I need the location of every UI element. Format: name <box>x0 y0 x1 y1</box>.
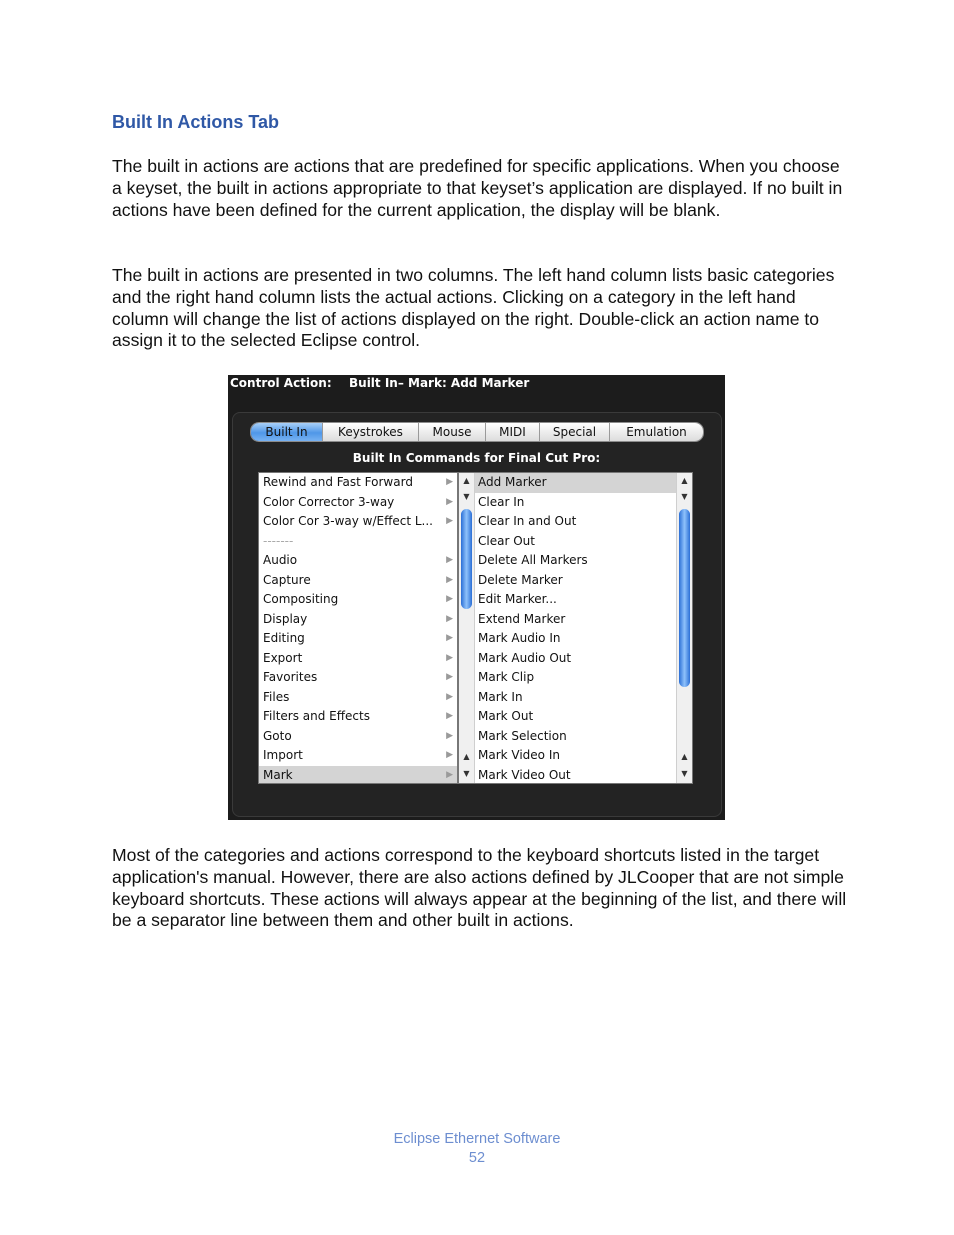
page-number: 52 <box>468 1150 486 1166</box>
action-item[interactable] <box>459 473 676 493</box>
built-in-actions-screenshot <box>228 375 725 820</box>
action-label: Mark Selection <box>478 728 567 743</box>
category-label: Capture <box>263 572 311 587</box>
triangle-right-icon: ▶ <box>446 769 453 780</box>
category-label: Mark <box>263 767 293 782</box>
triangle-right-icon: ▶ <box>446 594 453 604</box>
action-label: Clear Out <box>478 533 535 548</box>
commands-title: Built In Commands for Final Cut Pro: <box>352 451 601 465</box>
triangle-right-icon: ▶ <box>446 516 453 526</box>
scroll-down-arrow-icon[interactable]: ▼ <box>681 769 688 778</box>
category-item[interactable] <box>259 610 457 630</box>
action-item[interactable] <box>459 688 676 708</box>
category-item[interactable] <box>259 688 457 708</box>
action-item[interactable] <box>459 707 676 727</box>
triangle-right-icon: ▶ <box>446 652 453 663</box>
action-scroll-thumb[interactable] <box>679 509 690 687</box>
category-item[interactable] <box>259 766 457 785</box>
action-label: Clear In <box>478 494 525 509</box>
action-label: Mark Video In <box>478 748 560 762</box>
category-item[interactable] <box>259 746 457 766</box>
category-item[interactable] <box>259 629 457 649</box>
control-action-label: Control Action: <box>230 376 332 390</box>
category-list[interactable] <box>258 472 458 784</box>
triangle-right-icon: ▶ <box>446 477 453 487</box>
tab-bar <box>250 422 704 442</box>
category-label: Editing <box>263 631 305 645</box>
scroll-up-arrow-icon[interactable]: ▲ <box>463 476 470 485</box>
triangle-right-icon: ▶ <box>446 633 453 643</box>
category-label: ------- <box>263 533 294 548</box>
action-item[interactable] <box>459 512 676 532</box>
category-label: Color Cor 3-way w/Effect L... <box>263 514 433 528</box>
action-item[interactable] <box>459 610 676 630</box>
scroll-up-arrow-icon[interactable]: ▲ <box>463 752 470 761</box>
category-item[interactable] <box>259 473 457 493</box>
action-label: Mark Audio Out <box>478 650 572 665</box>
category-label: Files <box>263 689 290 704</box>
footer-title: Eclipse Ethernet Software <box>393 1131 561 1147</box>
triangle-right-icon: ▶ <box>446 750 453 760</box>
category-label: Display <box>263 611 308 626</box>
tab-built-in[interactable]: Built In <box>251 423 323 441</box>
section-heading: Built In Actions Tab <box>112 112 279 132</box>
action-scrollbar[interactable] <box>676 473 692 783</box>
category-label: Import <box>263 748 303 762</box>
intro-paragraph: The built in actions are actions that are predefined for specific applications. When you choose a keyset, the built in actions appropriate to that keyset’s application are displayed. If no built in actions have been defined for the current application, the display will be blank. <box>112 156 843 220</box>
action-label: Mark Out <box>478 709 534 723</box>
tab-keystrokes[interactable]: Keystrokes <box>323 423 419 441</box>
tab-mouse[interactable]: Mouse <box>419 423 486 441</box>
category-item[interactable] <box>259 551 457 571</box>
columns-paragraph: The built in actions are presented in two columns. The left hand column lists basic categories and the right hand column lists the actual actions. Clicking on a category in the left hand column will change the list of actions displayed on the right. Double-click an action name to assign it to the selected Eclipse control. <box>112 265 835 351</box>
category-label: Goto <box>263 728 292 743</box>
action-label: Mark Clip <box>478 670 535 684</box>
tab-special[interactable]: Special <box>540 423 610 441</box>
scroll-down-arrow-icon[interactable]: ▼ <box>463 769 470 778</box>
category-label: Favorites <box>263 670 318 684</box>
action-item[interactable] <box>459 551 676 571</box>
triangle-right-icon: ▶ <box>446 613 453 624</box>
triangle-right-icon: ▶ <box>446 496 453 507</box>
triangle-right-icon: ▶ <box>446 555 453 565</box>
action-item[interactable] <box>459 493 676 513</box>
tab-midi[interactable]: MIDI <box>486 423 540 441</box>
category-item[interactable] <box>259 493 457 513</box>
scroll-down-arrow-icon[interactable]: ▼ <box>463 492 470 501</box>
action-item[interactable] <box>459 727 676 747</box>
action-label: Mark Video Out <box>478 767 571 782</box>
action-item[interactable] <box>459 668 676 688</box>
category-item[interactable] <box>259 512 457 532</box>
triangle-right-icon: ▶ <box>446 711 453 721</box>
action-label: Delete Marker <box>478 572 563 587</box>
category-label: Filters and Effects <box>263 709 370 723</box>
category-item[interactable] <box>259 668 457 688</box>
category-item[interactable] <box>259 590 457 610</box>
control-action-value: Built In– Mark: Add Marker <box>349 376 530 390</box>
category-scrollbar[interactable] <box>459 473 475 783</box>
category-label: Export <box>263 650 303 665</box>
scroll-up-arrow-icon[interactable]: ▲ <box>681 476 688 485</box>
action-item[interactable] <box>459 766 676 785</box>
action-label: Edit Marker... <box>478 592 557 606</box>
triangle-right-icon: ▶ <box>446 691 453 702</box>
scroll-up-arrow-icon[interactable]: ▲ <box>681 752 688 761</box>
action-label: Mark Audio In <box>478 631 561 645</box>
scroll-down-arrow-icon[interactable]: ▼ <box>681 492 688 501</box>
category-item[interactable] <box>259 571 457 591</box>
category-item[interactable] <box>259 649 457 669</box>
separator-paragraph: Most of the categories and actions correspond to the keyboard shortcuts listed in the target application's manual. However, there are also actions defined by JLCooper that are not simple keyboard shortcuts. These actions will always appear at the beginning of the list, and there will be a separator line between them and other built in actions. <box>112 845 847 931</box>
action-label: Extend Marker <box>478 611 566 626</box>
triangle-right-icon: ▶ <box>446 574 453 585</box>
tab-emulation[interactable]: Emulation <box>610 423 703 441</box>
action-item[interactable] <box>459 590 676 610</box>
triangle-right-icon: ▶ <box>446 672 453 682</box>
category-label: Rewind and Fast Forward <box>263 475 413 489</box>
triangle-right-icon: ▶ <box>446 730 453 741</box>
category-label: Color Corrector 3-way <box>263 494 395 509</box>
action-item[interactable] <box>459 649 676 669</box>
action-rows <box>459 473 676 784</box>
action-item[interactable] <box>459 746 676 766</box>
category-label: Audio <box>263 553 298 567</box>
action-label: Delete All Markers <box>478 553 588 567</box>
category-scroll-thumb[interactable] <box>461 509 472 609</box>
action-label: Add Marker <box>478 475 547 489</box>
action-label: Clear In and Out <box>478 514 577 528</box>
category-separator <box>259 532 457 552</box>
action-label: Mark In <box>478 689 523 704</box>
category-label: Compositing <box>263 592 339 606</box>
action-item[interactable] <box>459 571 676 591</box>
action-item[interactable] <box>459 532 676 552</box>
category-item[interactable] <box>259 707 457 727</box>
category-item[interactable] <box>259 727 457 747</box>
action-item[interactable] <box>459 629 676 649</box>
action-list[interactable] <box>458 472 693 784</box>
